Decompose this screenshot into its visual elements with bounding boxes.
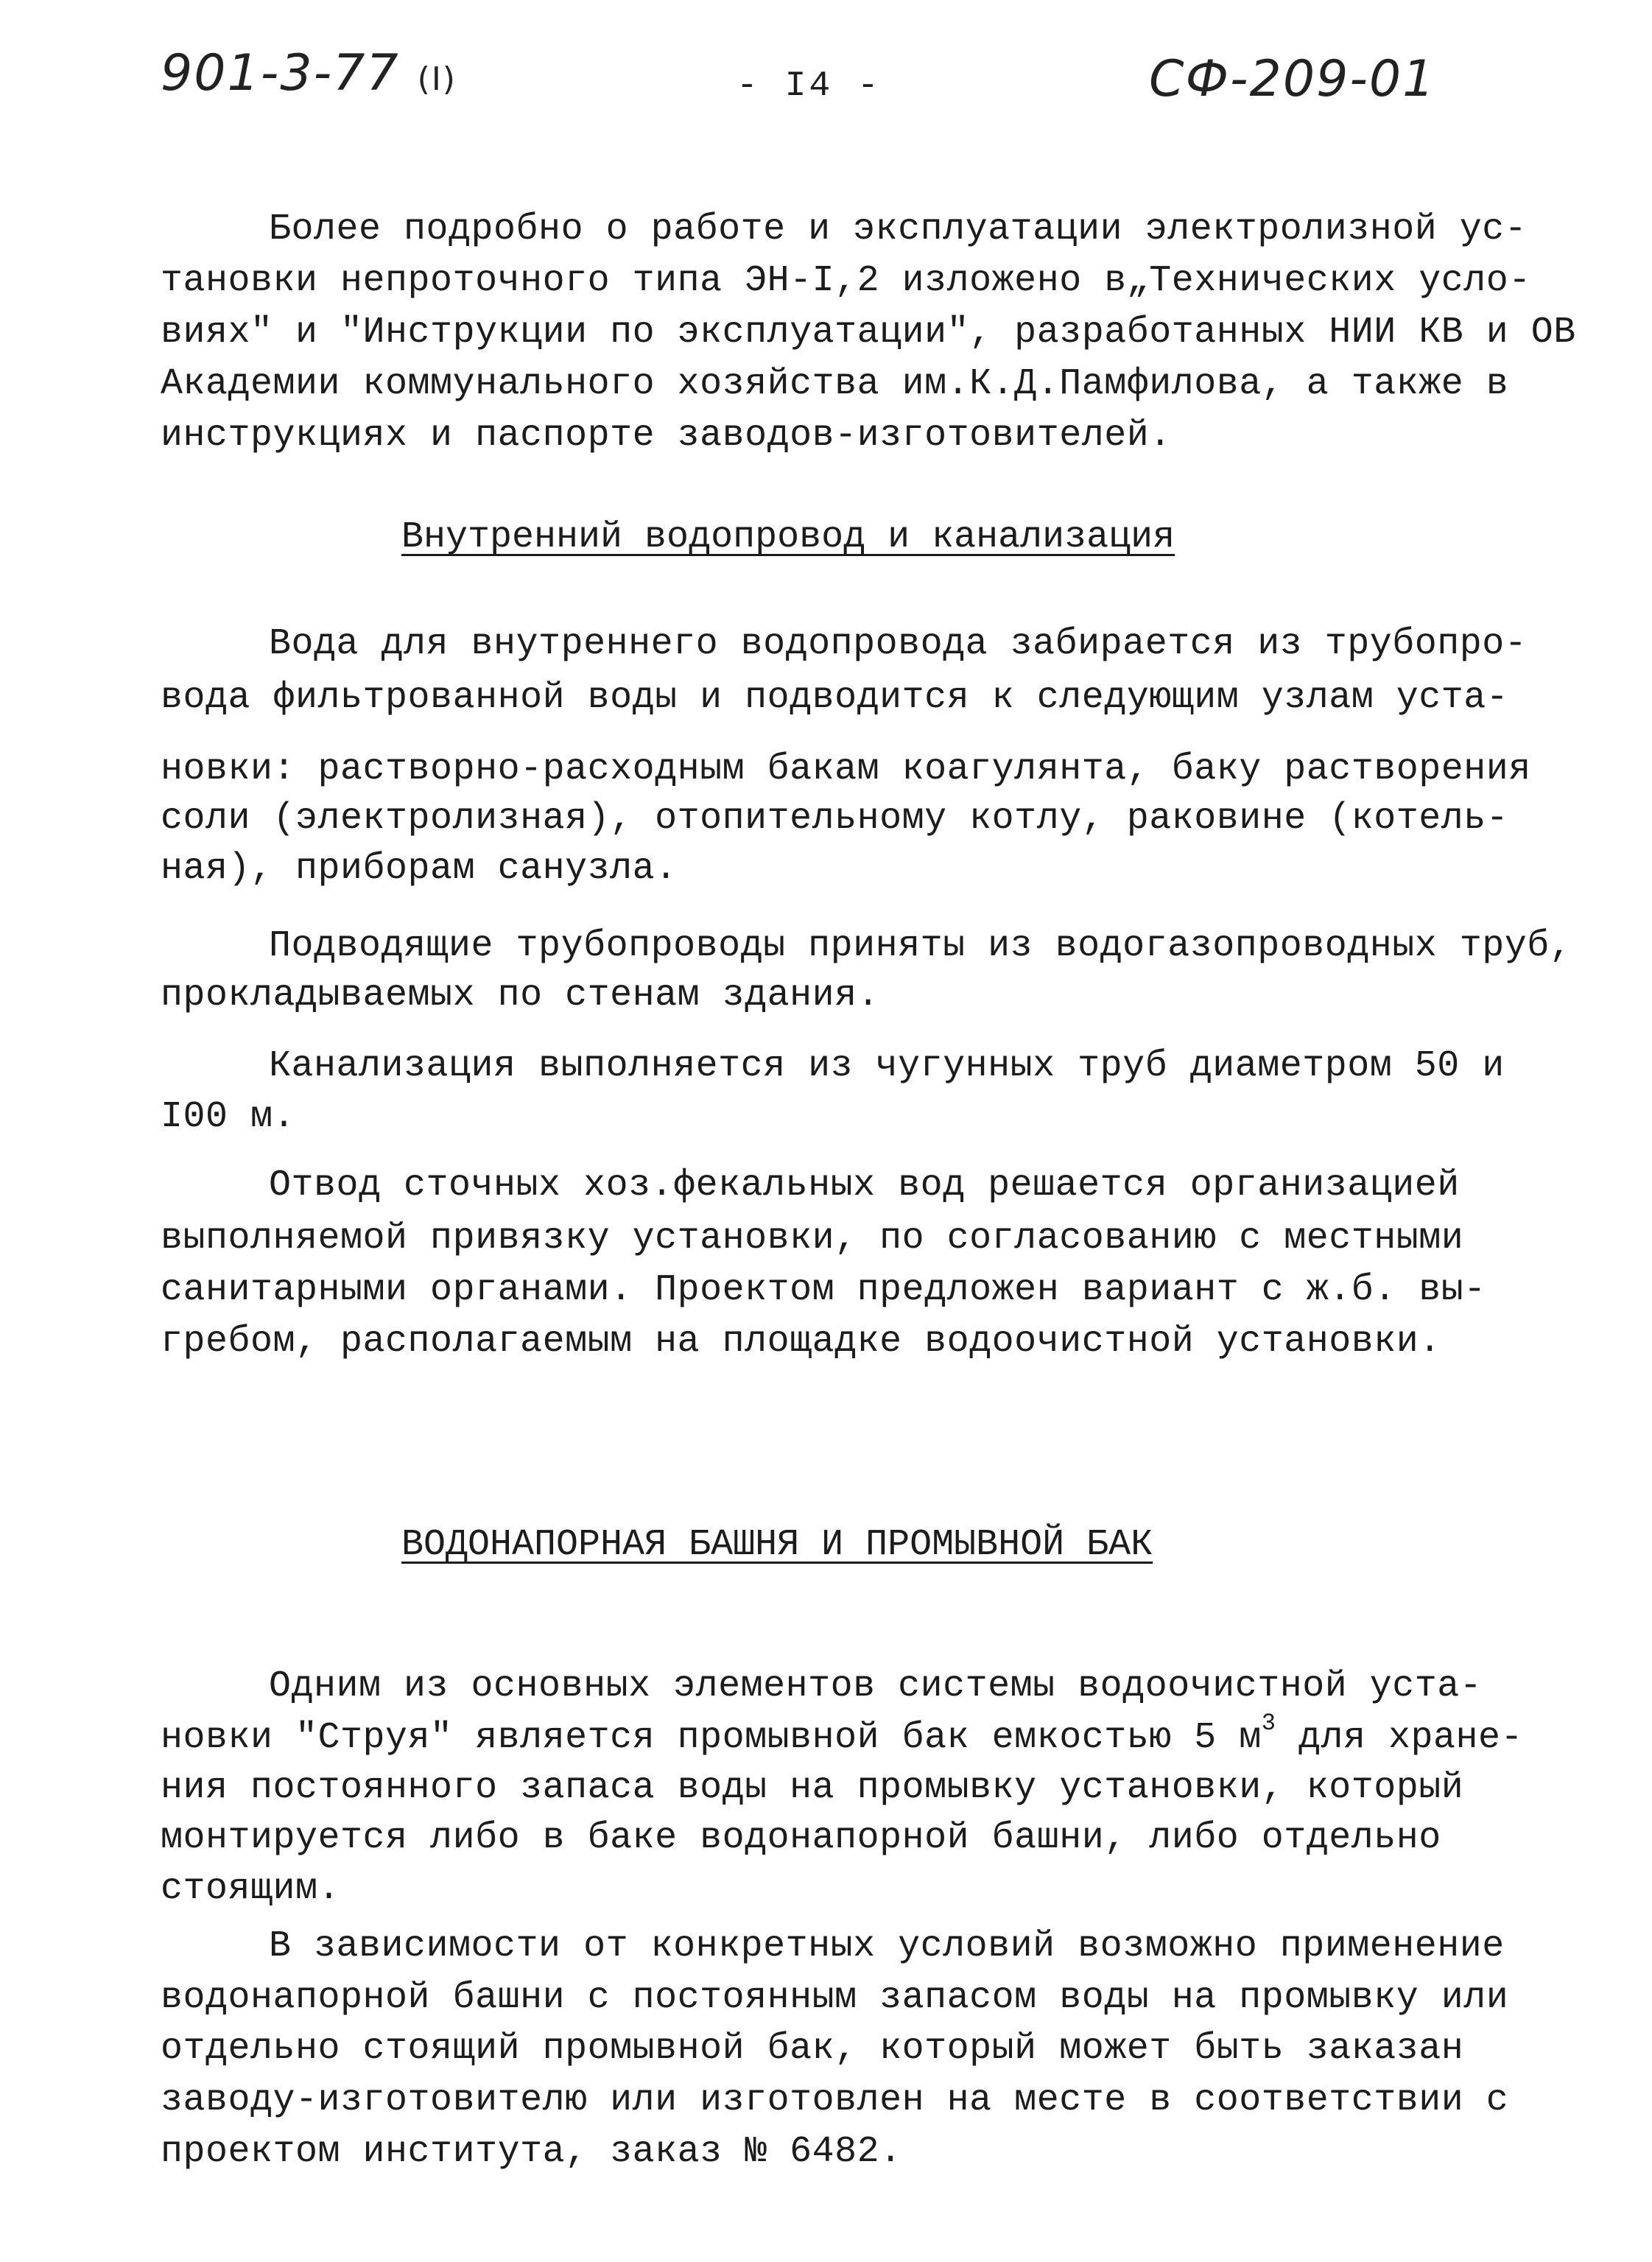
text-line: водонапорной башни с постоянным запасом воды на промывку или — [161, 1977, 1509, 2019]
text-line: тановки непроточного типа ЭН-I,2 изложено в„Технических усло- — [161, 260, 1531, 302]
document-code-right: СФ-209-01 — [1149, 50, 1436, 108]
text-line: новки: растворно-расходным бакам коагулянта, баку растворения — [161, 748, 1531, 790]
text-line: выполняемой привязку установки, по согласованию с местными — [161, 1218, 1464, 1260]
section-heading-plumbing: Внутренний водопровод и канализация — [401, 516, 1175, 558]
text-line: соли (электролизная), отопительному котлу, раковине (котель- — [161, 798, 1509, 840]
text-fragment: для хране- — [1276, 1717, 1524, 1759]
text-line — [161, 1710, 1524, 1760]
section-heading-water-tower: ВОДОНАПОРНАЯ БАШНЯ И ПРОМЫВНОЙ БАК — [401, 1524, 1153, 1566]
document-code: 901-3-77 — [161, 44, 400, 102]
text-line: монтируется либо в баке водонапорной башни, либо отдельно — [161, 1817, 1441, 1859]
text-line: Отвод сточных хоз.фекальных вод решается организацией — [269, 1165, 1460, 1206]
document-code-left — [161, 44, 457, 102]
text-fragment: новки "Струя" является промывной бак емкостью 5 м — [161, 1717, 1262, 1759]
text-line: Подводящие трубопроводы приняты из водогазопроводных труб, — [269, 925, 1572, 967]
text-line: заводу-изготовителю или изготовлен на месте в соответствии с — [161, 2079, 1509, 2121]
text-line: проектом института, заказ № 6482. — [161, 2131, 902, 2173]
superscript: 3 — [1261, 1710, 1276, 1737]
text-line: I00 м. — [161, 1096, 296, 1138]
text-line: ная), приборам санузла. — [161, 848, 678, 890]
text-line: санитарными органами. Проектом предложен вариант с ж.б. вы- — [161, 1269, 1486, 1311]
text-line: ния постоянного запаса воды на промывку установки, который — [161, 1767, 1464, 1809]
text-line: гребом, располагаемым на площадке водоочистной установки. — [161, 1321, 1441, 1363]
text-line: Канализация выполняется из чугунных труб диаметром 50 и — [269, 1045, 1505, 1087]
text-line: Более подробно о работе и эксплуатации электролизной ус- — [269, 208, 1528, 250]
text-line: Академии коммунального хозяйства им.К.Д.Памфилова, а также в — [161, 363, 1509, 405]
text-line: инструкциях и паспорте заводов-изготовителей. — [161, 415, 1172, 457]
text-line: вода фильтрованной воды и подводится к следующим узлам уста- — [161, 677, 1509, 719]
text-line: В зависимости от конкретных условий возможно применение — [269, 1925, 1505, 1967]
text-line: стоящим. — [161, 1868, 341, 1910]
page-number: - I4 - — [737, 66, 882, 106]
text-line: прокладываемых по стенам здания. — [161, 974, 880, 1016]
text-line: отдельно стоящий промывной бак, который может быть заказан — [161, 2028, 1464, 2070]
text-line: виях" и "Инструкции по эксплуатации", разработанных НИИ КВ и ОВ — [161, 312, 1576, 354]
document-code-suffix: (I) — [417, 60, 457, 98]
text-line: Вода для внутреннего водопровода забирается из трубопро- — [269, 623, 1528, 665]
text-line: Одним из основных элементов системы водоочистной уста- — [269, 1665, 1483, 1707]
